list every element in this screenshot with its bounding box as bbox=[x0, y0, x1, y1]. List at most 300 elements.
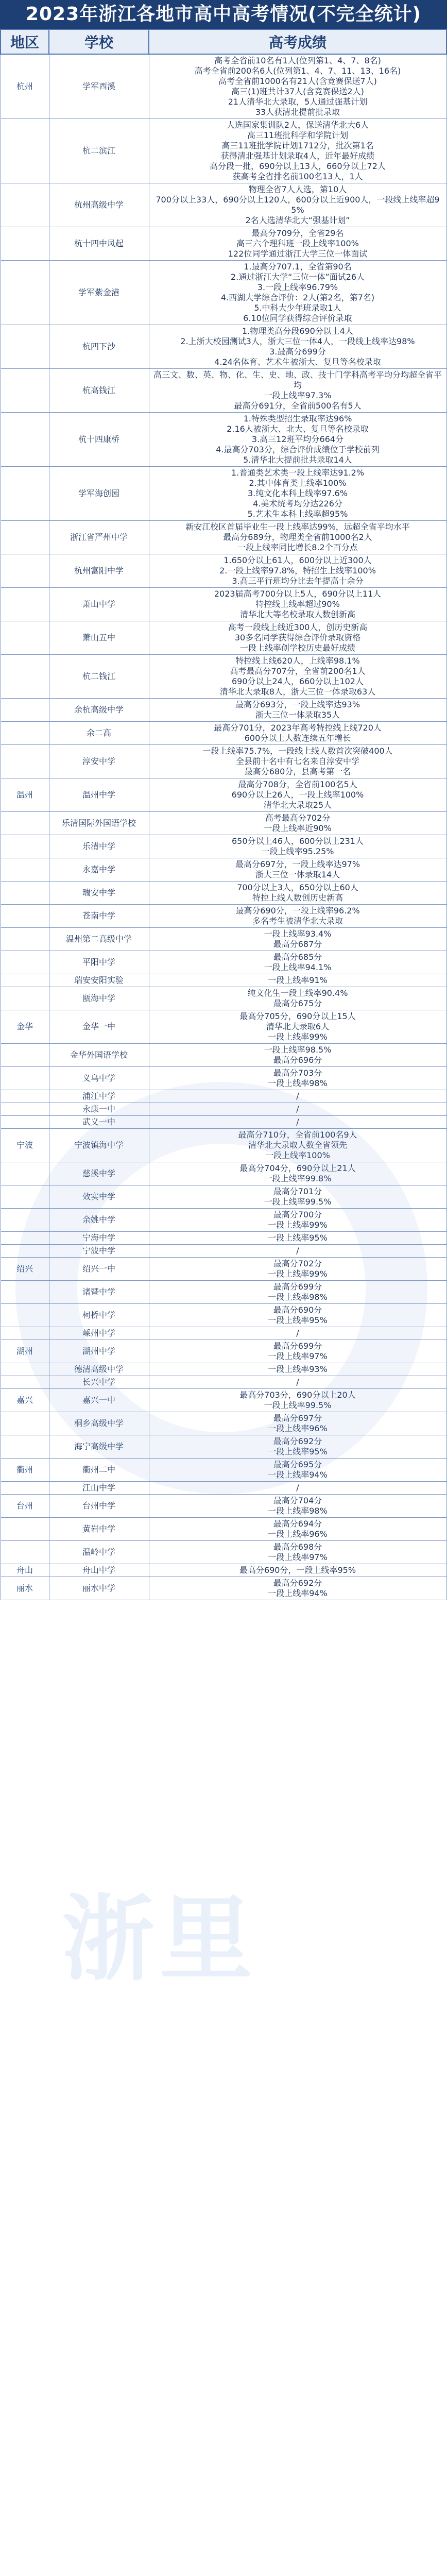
result-line: 高考全省前200名6人(位列第1、4、7、11、13、16名) bbox=[194, 66, 401, 76]
result-line: 最高分701分 bbox=[273, 1187, 322, 1196]
result-line: 最高分689分，物理类全省前1000名2人 bbox=[223, 532, 372, 542]
table-row bbox=[1, 1162, 446, 1185]
table-row bbox=[1, 1067, 446, 1090]
result-line: / bbox=[296, 1377, 299, 1387]
table-row bbox=[1, 951, 446, 974]
table-body bbox=[1, 54, 446, 1600]
school-cell: 杭州富阳中学 bbox=[49, 554, 149, 588]
result-cell bbox=[149, 1482, 446, 1495]
region-cell bbox=[1, 1482, 49, 1495]
region-cell: 衢州 bbox=[1, 1459, 49, 1482]
result-line: 一段上线率98% bbox=[268, 1292, 328, 1302]
school-cell: 德清高级中学 bbox=[49, 1363, 149, 1376]
result-line: 清华北大录取8人，浙大三位一体录取63人 bbox=[219, 687, 376, 697]
table-row bbox=[1, 745, 446, 778]
page-title: 2023年浙江各地市高中高考情况(不完全统计) bbox=[0, 0, 447, 29]
result-line: 3.纯文化本科上线率97.6% bbox=[247, 488, 348, 498]
result-cell bbox=[149, 588, 446, 621]
result-line: 一段上线率98% bbox=[268, 1078, 328, 1088]
result-cell bbox=[149, 858, 446, 882]
result-cell bbox=[149, 1010, 446, 1044]
result-line: 一段上线率同比增长8.2个百分点 bbox=[237, 543, 358, 552]
result-cell bbox=[149, 1090, 446, 1103]
result-cell bbox=[149, 905, 446, 928]
school-cell: 杭十四中凤起 bbox=[49, 227, 149, 261]
result-line: 高三(1)班共计37人(含竞赛保送2人) bbox=[231, 87, 364, 96]
result-line: 一段上线率93.4% bbox=[264, 929, 332, 939]
school-cell: 瑞安中学 bbox=[49, 882, 149, 905]
region-cell bbox=[1, 1376, 49, 1389]
result-cell bbox=[149, 951, 446, 974]
region-cell bbox=[1, 1304, 49, 1327]
region-cell bbox=[1, 183, 49, 227]
table-row bbox=[1, 369, 446, 413]
result-cell bbox=[149, 261, 446, 325]
result-line: 一段上线率94% bbox=[268, 1588, 328, 1598]
result-line: 1.物理类高分段690分以上4人 bbox=[242, 326, 353, 336]
result-line: / bbox=[296, 1091, 299, 1101]
result-cell bbox=[149, 1435, 446, 1459]
result-line: 一段上线率93% bbox=[268, 1364, 328, 1374]
result-line: 特控上线人数创历史新高 bbox=[252, 893, 343, 903]
region-cell bbox=[1, 1116, 49, 1129]
result-cell bbox=[149, 1541, 446, 1564]
school-cell: 杭十四康桥 bbox=[49, 413, 149, 467]
region-cell bbox=[1, 722, 49, 745]
result-line: 物理全省7人人选，第10人 bbox=[248, 184, 347, 194]
result-line: 一段上线率95.25% bbox=[261, 846, 334, 856]
result-line: 2.一段上线率97.8%，特招生上线率100% bbox=[219, 566, 376, 575]
result-cell bbox=[149, 987, 446, 1010]
result-line: 一段上线率99.8% bbox=[264, 1174, 332, 1183]
result-line: 最高分708分，全省前100名5人 bbox=[238, 779, 357, 789]
school-cell: 学军紫金港 bbox=[49, 261, 149, 325]
table-row bbox=[1, 1363, 446, 1376]
result-line: 2023届高考700分以上5人，690分以上11人 bbox=[214, 589, 382, 599]
table-row bbox=[1, 1258, 446, 1281]
result-line: 一段上线率99% bbox=[268, 1032, 328, 1042]
school-cell: 余二高 bbox=[49, 722, 149, 745]
result-line: 3.高三平行班均分比去年提高十余分 bbox=[232, 576, 364, 586]
result-line: 122位同学通过浙江大学三位一体面试 bbox=[228, 249, 368, 259]
result-cell bbox=[149, 1258, 446, 1281]
school-cell: 瑞安安阳实验 bbox=[49, 974, 149, 987]
school-cell: 长兴中学 bbox=[49, 1376, 149, 1389]
table-row bbox=[1, 699, 446, 722]
result-line: 5.中科大少年班录取1人 bbox=[254, 303, 341, 313]
result-line: 高考一段线上线近300人，创历史新高 bbox=[228, 622, 368, 632]
table-row bbox=[1, 227, 446, 261]
table-row bbox=[1, 778, 446, 812]
result-line: 最高分703分 bbox=[273, 1068, 322, 1078]
table-row bbox=[1, 1209, 446, 1232]
region-cell bbox=[1, 1245, 49, 1258]
school-cell: 效实中学 bbox=[49, 1185, 149, 1209]
result-line: 高考全省前10名有1人(位列第1、4、7、8名) bbox=[214, 56, 381, 65]
result-cell bbox=[149, 1459, 446, 1482]
region-cell: 温州 bbox=[1, 778, 49, 812]
table-row bbox=[1, 1232, 446, 1245]
result-cell bbox=[149, 413, 446, 467]
result-line: / bbox=[296, 1483, 299, 1493]
result-line: 2名人选清华北大“强基计划” bbox=[245, 215, 350, 225]
school-cell: 台州中学 bbox=[49, 1495, 149, 1518]
region-cell: 湖州 bbox=[1, 1340, 49, 1363]
region-cell bbox=[1, 905, 49, 928]
result-line: 3.最高分699分 bbox=[269, 347, 326, 357]
school-cell: 淳安中学 bbox=[49, 745, 149, 778]
result-line: 33人获清北提前批录取 bbox=[255, 107, 340, 117]
result-line: 最高分699分 bbox=[273, 1341, 322, 1351]
result-line: 获得清北强基计划录取4人，近年最好成绩 bbox=[220, 151, 375, 161]
result-line: 5.艺术生本科上线率超95% bbox=[247, 509, 348, 519]
school-cell: 衢州二中 bbox=[49, 1459, 149, 1482]
result-line: 1.最高分707.1，全省第90名 bbox=[244, 262, 352, 272]
region-cell bbox=[1, 1327, 49, 1340]
table-row bbox=[1, 554, 446, 588]
result-cell bbox=[149, 325, 446, 369]
result-line: 一段上线率99.5% bbox=[264, 1400, 332, 1410]
result-line: 700分以上3人，650分以上60人 bbox=[237, 883, 358, 892]
result-line: 一段上线率97% bbox=[268, 1351, 328, 1361]
table-row bbox=[1, 1376, 446, 1389]
result-cell bbox=[149, 54, 446, 119]
region-cell bbox=[1, 621, 49, 655]
result-cell bbox=[149, 655, 446, 699]
result-line: 最高分692分 bbox=[273, 1436, 322, 1446]
region-cell bbox=[1, 812, 49, 835]
result-line: 高考最高分707分，全省前200名1人 bbox=[230, 666, 366, 676]
table-row bbox=[1, 1518, 446, 1541]
result-line: 一段上线率99% bbox=[268, 1220, 328, 1230]
school-cell: 温州中学 bbox=[49, 778, 149, 812]
result-line: 最高分697分 bbox=[273, 1413, 322, 1423]
result-line: 2.16人被浙大、北大、复旦等名校录取 bbox=[227, 424, 369, 434]
region-cell bbox=[1, 119, 49, 183]
region-cell: 舟山 bbox=[1, 1564, 49, 1577]
result-line: 最高分700分 bbox=[273, 1210, 322, 1219]
result-cell bbox=[149, 621, 446, 655]
header-school: 学校 bbox=[49, 29, 149, 54]
result-line: / bbox=[296, 1117, 299, 1127]
school-cell: 海宁高级中学 bbox=[49, 1435, 149, 1459]
region-cell: 金华 bbox=[1, 1010, 49, 1044]
result-line: 特控线上线620人，上线率98.1% bbox=[235, 656, 360, 666]
result-line: 最高分696分 bbox=[273, 1055, 322, 1065]
result-line: 纯文化生一段上线率90.4% bbox=[247, 988, 348, 998]
region-cell bbox=[1, 325, 49, 369]
result-line: 最高分710分，全省前100名9人 bbox=[238, 1130, 357, 1140]
table-row bbox=[1, 1103, 446, 1116]
result-cell bbox=[149, 369, 446, 413]
school-cell: 学军西溪 bbox=[49, 54, 149, 119]
school-cell: 永康一中 bbox=[49, 1103, 149, 1116]
result-line: 一段上线率96% bbox=[268, 1529, 328, 1539]
result-line: 一段上线率91% bbox=[268, 975, 328, 985]
region-cell bbox=[1, 1281, 49, 1304]
result-cell bbox=[149, 1185, 446, 1209]
table-row bbox=[1, 812, 446, 835]
result-line: 一段上线率97.3% bbox=[264, 391, 332, 400]
result-line: 清华北大录取人数全省领先 bbox=[248, 1140, 347, 1150]
region-cell bbox=[1, 1232, 49, 1245]
header-result: 高考成绩 bbox=[149, 29, 446, 54]
result-line: 一段上线率99.5% bbox=[264, 1197, 332, 1207]
result-line: 1.特殊类型招生录取率达96% bbox=[243, 414, 352, 423]
result-line: 清华北大录取25人 bbox=[263, 800, 332, 810]
table-row bbox=[1, 1281, 446, 1304]
result-line: 最高分698分 bbox=[273, 1542, 322, 1552]
result-line: 高三11班批学院计划1712分，批次第1名 bbox=[221, 141, 374, 150]
result-line: 最高分702分 bbox=[273, 1259, 322, 1268]
school-cell: 萧山五中 bbox=[49, 621, 149, 655]
school-cell: 温州第二高级中学 bbox=[49, 928, 149, 951]
result-cell bbox=[149, 1103, 446, 1116]
result-cell bbox=[149, 183, 446, 227]
result-line: 最高分685分 bbox=[273, 952, 322, 962]
result-cell bbox=[149, 1389, 446, 1412]
result-cell bbox=[149, 699, 446, 722]
result-cell bbox=[149, 835, 446, 858]
table-header bbox=[1, 29, 446, 54]
region-cell: 杭州 bbox=[1, 54, 49, 119]
result-cell bbox=[149, 1245, 446, 1258]
table-row bbox=[1, 1389, 446, 1412]
region-cell bbox=[1, 699, 49, 722]
table-row bbox=[1, 928, 446, 951]
result-line: 最高分694分 bbox=[273, 1519, 322, 1529]
result-line: 最高分704分，690分以上21人 bbox=[239, 1163, 356, 1173]
region-cell bbox=[1, 745, 49, 778]
result-line: 浙大三位一体录取14人 bbox=[255, 870, 340, 879]
table-row bbox=[1, 1482, 446, 1495]
school-cell: 温岭中学 bbox=[49, 1541, 149, 1564]
school-cell: 江山中学 bbox=[49, 1482, 149, 1495]
school-cell: 杭二钱江 bbox=[49, 655, 149, 699]
result-line: 3.一段上线率96.79% bbox=[257, 282, 338, 292]
result-cell bbox=[149, 1376, 446, 1389]
school-cell: 慈溪中学 bbox=[49, 1162, 149, 1185]
result-line: 2.上浙大校园测试3人，浙大三位一体4人，一段线上线率达98% bbox=[180, 336, 415, 346]
result-cell bbox=[149, 1340, 446, 1363]
result-line: 690分以上26人，一段上线率100% bbox=[231, 790, 364, 800]
result-line: 最高分691分，全省前500名有5人 bbox=[234, 401, 362, 411]
result-cell bbox=[149, 1577, 446, 1600]
result-line: 最高分695分 bbox=[273, 1460, 322, 1469]
result-line: / bbox=[296, 1104, 299, 1114]
result-line: 人选国家集训队2人，保送清华北大6人 bbox=[226, 120, 369, 130]
table-row bbox=[1, 1412, 446, 1435]
school-cell: 永嘉中学 bbox=[49, 858, 149, 882]
result-cell bbox=[149, 467, 446, 521]
region-cell bbox=[1, 655, 49, 699]
result-line: 3.高三12班平均分664分 bbox=[251, 434, 344, 444]
region-cell: 嘉兴 bbox=[1, 1389, 49, 1412]
table-row bbox=[1, 1577, 446, 1600]
region-cell bbox=[1, 928, 49, 951]
result-line: 最高分687分 bbox=[273, 939, 322, 949]
table-row bbox=[1, 521, 446, 554]
result-line: 高三11班批科学和学院计划 bbox=[247, 130, 349, 140]
result-line: 高三六个理科班一段上线率100% bbox=[236, 239, 359, 248]
region-cell bbox=[1, 1162, 49, 1185]
table-row bbox=[1, 588, 446, 621]
watermark-text: 浙里 bbox=[62, 1886, 258, 1993]
school-cell: 平阳中学 bbox=[49, 951, 149, 974]
table-row bbox=[1, 1010, 446, 1044]
result-cell bbox=[149, 1327, 446, 1340]
result-line: 一段上线率100% bbox=[265, 1150, 330, 1160]
school-cell: 杭高钱江 bbox=[49, 369, 149, 413]
result-line: 30多名同学获得综合评价录取资格 bbox=[234, 633, 361, 642]
result-line: 最高分690分，一段上线率95% bbox=[239, 1565, 356, 1575]
result-cell bbox=[149, 521, 446, 554]
result-line: 一段上线率75.7%，一段线上线人数首次突破400人 bbox=[202, 746, 393, 756]
header-region: 地区 bbox=[1, 29, 49, 54]
school-cell: 绍兴一中 bbox=[49, 1258, 149, 1281]
table-row bbox=[1, 722, 446, 745]
result-line: 高考全省前1000名有21人(含竞赛保送7人) bbox=[218, 76, 377, 86]
table-row bbox=[1, 974, 446, 987]
result-line: 最高分703分，690分以上20人 bbox=[239, 1390, 356, 1400]
result-line: 1.650分以上61人，600分以上近300人 bbox=[224, 555, 372, 565]
result-cell bbox=[149, 1209, 446, 1232]
result-line: 最高分705分，690分以上15人 bbox=[239, 1011, 356, 1021]
region-cell bbox=[1, 987, 49, 1010]
school-cell: 乐清中学 bbox=[49, 835, 149, 858]
result-line: 最高分704分 bbox=[273, 1496, 322, 1505]
school-cell: 桐乡高级中学 bbox=[49, 1412, 149, 1435]
school-cell: 柯桥中学 bbox=[49, 1304, 149, 1327]
school-cell: 浦江中学 bbox=[49, 1090, 149, 1103]
school-cell: 义乌中学 bbox=[49, 1067, 149, 1090]
result-line: 最高分709分，全省29名 bbox=[251, 228, 344, 238]
school-cell: 余杭高级中学 bbox=[49, 699, 149, 722]
region-cell bbox=[1, 261, 49, 325]
results-table bbox=[0, 29, 447, 1600]
school-cell: 杭二滨江 bbox=[49, 119, 149, 183]
region-cell bbox=[1, 858, 49, 882]
result-line: 一段上线率98% bbox=[268, 1506, 328, 1516]
region-cell bbox=[1, 1518, 49, 1541]
school-cell: 学军海创园 bbox=[49, 467, 149, 521]
result-line: 特控线上线率超过90% bbox=[255, 599, 340, 609]
school-cell: 嵊州中学 bbox=[49, 1327, 149, 1340]
table-row bbox=[1, 413, 446, 467]
school-cell: 宁波镇海中学 bbox=[49, 1129, 149, 1162]
table-row bbox=[1, 1340, 446, 1363]
result-line: 最高分693分，一段上线率达93% bbox=[235, 700, 360, 709]
region-cell bbox=[1, 1363, 49, 1376]
result-line: 多名考生被清华北大录取 bbox=[252, 916, 343, 926]
school-cell: 丽水中学 bbox=[49, 1577, 149, 1600]
result-line: 一段上线率95% bbox=[268, 1447, 328, 1456]
table-row bbox=[1, 1541, 446, 1564]
table-row bbox=[1, 467, 446, 521]
school-cell: 宁海中学 bbox=[49, 1232, 149, 1245]
table-row bbox=[1, 119, 446, 183]
school-cell: 金华外国语学校 bbox=[49, 1044, 149, 1067]
result-cell bbox=[149, 1564, 446, 1577]
result-line: 最高分675分 bbox=[273, 998, 322, 1008]
result-line: 最高分690分，一段上线率96.2% bbox=[235, 906, 360, 916]
result-line: 4.美术统考均分达226分 bbox=[253, 499, 342, 509]
region-cell bbox=[1, 1209, 49, 1232]
result-cell bbox=[149, 974, 446, 987]
region-cell bbox=[1, 588, 49, 621]
result-cell bbox=[149, 554, 446, 588]
result-line: 一段上线率94.1% bbox=[264, 962, 332, 972]
result-line: 6.10位同学获得综合评价录取 bbox=[243, 313, 352, 323]
result-cell bbox=[149, 119, 446, 183]
result-line: 一段上线率创学校历史最好成绩 bbox=[239, 643, 355, 653]
region-cell bbox=[1, 1103, 49, 1116]
result-line: 21人清华北大录取，5人通过强基计划 bbox=[228, 97, 368, 107]
region-cell bbox=[1, 1067, 49, 1090]
region-cell bbox=[1, 413, 49, 467]
region-cell bbox=[1, 521, 49, 554]
region-cell: 绍兴 bbox=[1, 1258, 49, 1281]
region-cell bbox=[1, 1541, 49, 1564]
school-cell: 乐清国际外国语学校 bbox=[49, 812, 149, 835]
result-cell bbox=[149, 227, 446, 261]
result-cell bbox=[149, 1162, 446, 1185]
result-line: 最高分697分，一段上线率达97% bbox=[235, 859, 360, 869]
result-cell bbox=[149, 722, 446, 745]
result-cell bbox=[149, 1495, 446, 1518]
result-cell bbox=[149, 1232, 446, 1245]
table-row bbox=[1, 882, 446, 905]
result-line: 最高分701分，2023年高考特控线上线720人 bbox=[214, 723, 382, 733]
table-row bbox=[1, 858, 446, 882]
result-cell bbox=[149, 1304, 446, 1327]
school-cell: 余姚中学 bbox=[49, 1209, 149, 1232]
table-row bbox=[1, 1435, 446, 1459]
result-line: 新安江校区首届毕业生一段上线率达99%，远超全省平均水平 bbox=[185, 522, 410, 532]
region-cell bbox=[1, 1435, 49, 1459]
table-row bbox=[1, 183, 446, 227]
result-line: 700分以上33人，690分以上120人，600分以上近900人，一段线上线率超95% bbox=[156, 195, 440, 215]
region-cell bbox=[1, 227, 49, 261]
school-cell: 黄岩中学 bbox=[49, 1518, 149, 1541]
table-row bbox=[1, 1304, 446, 1327]
result-cell bbox=[149, 812, 446, 835]
region-cell bbox=[1, 974, 49, 987]
result-line: 2.通过浙江大学“三位一体”面试26人 bbox=[230, 272, 365, 282]
result-line: 高三文、数、英、物、化、生、史、地、政、技十门学科高考平均分均超全省平均 bbox=[153, 370, 442, 390]
region-cell bbox=[1, 882, 49, 905]
school-cell: 宁波中学 bbox=[49, 1245, 149, 1258]
region-cell bbox=[1, 369, 49, 413]
table-row bbox=[1, 54, 446, 119]
result-line: 最高分692分 bbox=[273, 1578, 322, 1588]
school-cell: 苍南中学 bbox=[49, 905, 149, 928]
table-row bbox=[1, 1116, 446, 1129]
school-cell: 杭四下沙 bbox=[49, 325, 149, 369]
school-cell: 金华一中 bbox=[49, 1010, 149, 1044]
table-row bbox=[1, 1185, 446, 1209]
table-row bbox=[1, 1129, 446, 1162]
result-cell bbox=[149, 1412, 446, 1435]
region-cell bbox=[1, 1044, 49, 1067]
result-cell bbox=[149, 928, 446, 951]
table-row bbox=[1, 325, 446, 369]
result-line: 最高分690分 bbox=[273, 1305, 322, 1315]
result-line: 1.普通类艺术类一段上线率达91.2% bbox=[231, 468, 365, 478]
result-line: 一段上线率近90% bbox=[264, 823, 332, 833]
region-cell: 丽水 bbox=[1, 1577, 49, 1600]
result-line: / bbox=[296, 1328, 299, 1338]
